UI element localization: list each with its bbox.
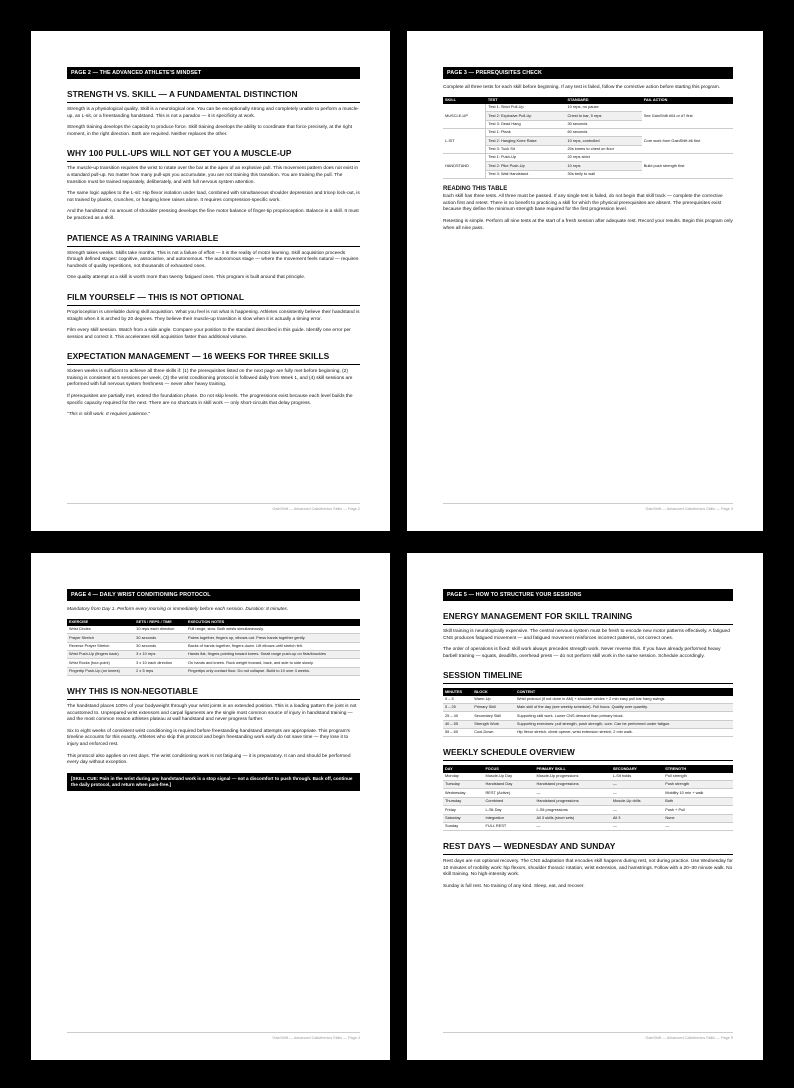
table-cell: Supporting skill work. Lower CNS demand than primary block. xyxy=(515,712,733,720)
table-cell: Strength Work xyxy=(472,720,515,728)
paragraph: Each skill has three tests. All three must be passed. If any single test is failed, do not begin that skill track — complete the corrective action first and retest. There is no benefit to practicing a skill for which the physical prerequisites are absent. The prerequisites exist because they define the minimum strength base required for the first progression level. xyxy=(443,194,723,213)
table-cell: 10 reps xyxy=(566,162,642,170)
table-row xyxy=(443,822,733,830)
table-cell: Test 2: Hanging Knee Raise xyxy=(486,137,566,145)
table-cell: Mobility 10 min + walk xyxy=(663,789,733,797)
text: GainShift — Advanced Calisthenics Skills xyxy=(272,507,343,511)
table-cell: Primary Skill xyxy=(472,703,515,711)
table-header: PRIMARY SKILL xyxy=(534,765,610,772)
table-cell: Hands flat, fingers pointing toward knees. Small range push-up on fists/knuckles xyxy=(186,650,360,658)
table-cell: Backs of hands together, fingers down. Lift elbows until stretch felt. xyxy=(186,642,360,650)
table-cell: 40 – 55 xyxy=(443,720,472,728)
table-header: FAIL ACTION xyxy=(642,97,733,104)
table-cell: Push strength xyxy=(663,781,733,789)
table-cell: L-Sit holds xyxy=(611,773,663,781)
table-cell: See GainShift #04 or #7 first xyxy=(642,104,733,129)
table-cell: Reverse Prayer Stretch xyxy=(67,642,134,650)
page-header-bar: PAGE 2 — THE ADVANCED ATHLETE'S MINDSET xyxy=(67,67,360,79)
table-row xyxy=(443,773,733,781)
table-cell: Main skill of the day (see weekly schedule). Full focus. Quality over quantity. xyxy=(515,703,733,711)
subsection-title: READING THIS TABLE xyxy=(443,186,508,193)
table-cell: Test 2: Explosive Pull-Up xyxy=(486,112,566,120)
table-cell: 3 x 10 each direction xyxy=(134,659,186,667)
page-2 xyxy=(31,31,390,531)
table-cell: 55 – 60 xyxy=(443,729,472,737)
table-cell: All 3 skills (short sets) xyxy=(534,814,610,822)
prerequisites-table xyxy=(443,97,733,180)
page-3 xyxy=(407,31,763,531)
table-row xyxy=(443,688,733,695)
table-cell: Thursday xyxy=(443,797,483,805)
table-cell: Wednesday xyxy=(443,789,483,797)
skill-cue-box: [SKILL CUE: Pain in the wrist during any handstand work is a stop signal — not a discomfort to push through. Back off, continue the daily protocol, and return when pain-free.] xyxy=(67,773,360,791)
paragraph: The same logic applies to the L-sit: Hip flexor isolation under load, combined with simultaneous shoulder depression and tricep lock-out, is not trained by planks, crunches, or hanging knee raises alone. It requires compression-specific work. xyxy=(67,191,360,203)
table-cell: Both xyxy=(663,797,733,805)
paragraph: Six to eight weeks of consistent wrist conditioning is required before freestanding handstand attempts are appropriate. This program's timeline accounts for this exactly. Athletes who skip this protocol and begin freestanding work early do not save time — they lose it to injury and enforced rest. xyxy=(67,728,350,747)
table-row xyxy=(67,667,360,675)
section-title: WHY THIS IS NON-NEGOTIABLE xyxy=(67,686,198,697)
table-cell: MUSCLE-UP xyxy=(443,104,486,129)
paragraph: Sixteen weeks is sufficient to achieve all three skills if: (1) the prerequisites listed on the next page are fully met before beginning, (2) training is consistent at 5 sessions per week, (3) the wrist conditioning protocol is followed daily from Week 1, and (4) skill sessions are performed with full nervous system freshness — never after heavy training. xyxy=(67,369,353,388)
section-title: SESSION TIMELINE xyxy=(443,670,523,681)
page-header-bar: PAGE 3 — PREREQUISITES CHECK xyxy=(443,67,733,79)
table-cell: 10 reps, controlled xyxy=(566,137,642,145)
table-header: EXERCISE xyxy=(67,619,134,626)
divider xyxy=(67,364,360,365)
table-row xyxy=(443,781,733,789)
paragraph: The order of operations is fixed: skill work always precedes strength work. Never reverse this. If you have already performed heavy barbell training — squats, deadlifts, overhead press — do not perform skill work in the same session. Schedule accordingly. xyxy=(443,647,721,659)
paragraph: This protocol also applies on rest days. The wrist conditioning work is not fatiguing — it is preparatory. It can and should be performed every day without exception. xyxy=(67,753,351,766)
paragraph: Rest days are not optional recovery. The CNS adaptation that encodes skill happens during rest, not during practice. Use Wednesday for 10 minutes of mobility work: hip flexors, shoulder thoracic rotation, wrist extension, and hamstrings. Follow with a 20–30 minute walk. No skill training. No high-intensity work. xyxy=(443,859,733,878)
page-footer: GainShift — Advanced Calisthenics Skills — Page 3 xyxy=(443,503,733,511)
paragraph: Strength training develops the capacity to produce force. Skill training develops the ability to coordinate that force precisely, at the right moment, in the right direction. Both are required. Neither replaces the other. xyxy=(67,125,352,137)
text: Page 2 xyxy=(347,507,360,511)
table-cell: Test 1: Plank xyxy=(486,128,566,136)
table-row xyxy=(443,712,733,720)
table-cell: — xyxy=(611,806,663,814)
table-row xyxy=(67,642,360,650)
table-header: SECONDARY xyxy=(611,765,663,772)
table-row xyxy=(443,104,733,112)
table-cell: — xyxy=(611,822,663,830)
table-cell: — xyxy=(663,822,733,830)
table-cell: Hip flexor stretch, chest opener, wrist extension stretch, 2 min walk. xyxy=(515,729,733,737)
text: GainShift — Advanced Calisthenics Skills xyxy=(645,507,716,511)
paragraph: Film every skill session. Watch from a side angle. Compare your position to the standard described in this guide. Identify one error per session and correct it. This accelerates skill acquisition faster than additional volume. xyxy=(67,328,351,340)
table-row xyxy=(67,659,360,667)
paragraph: Retesting is simple. Perform all nine tests at the start of a fresh session after adequate rest. Record your results. Begin this program only when all nine pass. xyxy=(443,218,733,231)
divider xyxy=(67,305,360,306)
table-cell: Push + Pull xyxy=(663,806,733,814)
table-cell: 0 – 5 xyxy=(443,696,472,704)
table-cell: 3 x 10 reps xyxy=(134,650,186,658)
table-cell: Core work from GainShift #6 first xyxy=(642,128,733,153)
table-cell: REST (Active) xyxy=(483,789,534,797)
table-cell: Chest to bar, 5 reps xyxy=(566,112,642,120)
table-cell: Handstand Day xyxy=(483,781,534,789)
table-header: MINUTES xyxy=(443,688,472,695)
wrist-protocol-table xyxy=(67,619,360,676)
table-cell: Monday xyxy=(443,773,483,781)
table-row xyxy=(443,696,733,704)
paragraph: If prerequisites are partially met, extend the foundation phase. Do not skip levels. The progressions exist because each level builds the specific capacity required for the next. There are no shortcuts in skill work — only short-circuits that delay progress. xyxy=(67,394,353,406)
page-footer: GainShift — Advanced Calisthenics Skills — Page 4 xyxy=(67,1032,360,1040)
paragraph: Sunday is full rest. No training of any kind. Sleep, eat, and recover. xyxy=(443,884,585,890)
table-cell: 10 reps each direction xyxy=(134,626,186,634)
table-row xyxy=(443,703,733,711)
text: Page 5 xyxy=(720,1036,733,1040)
table-cell: Handstand progressions xyxy=(534,797,610,805)
table-cell: Test 2: Pike Push-Up xyxy=(486,162,566,170)
table-cell: Secondary Skill xyxy=(472,712,515,720)
paragraph: The muscle-up transition requires the wrist to rotate over the bar at the apex of an explosive pull. This movement pattern does not exist in a standard pull-up. No matter how many pull-ups you accumulate, you are not training this transition. You are training the pull. The transition must be trained separately, deliberately, and with full nervous system attention. xyxy=(67,166,359,185)
intro-text: Mandatory from Day 1. Perform every morning or immediately before each session. Duration: 8 minutes. xyxy=(67,607,289,612)
table-cell: Muscle-Up Day xyxy=(483,773,534,781)
table-row xyxy=(443,789,733,797)
table-header: DAY xyxy=(443,765,483,772)
table-cell: Integration xyxy=(483,814,534,822)
paragraph: Proprioception is unreliable during skill acquisition. What you feel is not what is happening. Athletes consistently believe their handstand is straight when it is arched by 20 degrees. They believe their muscle-up transition is slow when it is actually a timing error. xyxy=(67,309,360,322)
table-cell: 20s knees to chest on floor xyxy=(566,145,642,153)
table-cell: Full range, slow. Both wrists simultaneously. xyxy=(186,626,360,634)
intro-text: Complete all three tests for each skill before beginning. If any test is failed, follow the corrective action before starting this program. xyxy=(443,85,721,90)
closing-quote: "This is skill work. It requires patience." xyxy=(67,412,150,418)
table-cell: Wrist Rocks (four-point) xyxy=(67,659,134,667)
page-5 xyxy=(407,553,763,1060)
divider xyxy=(67,102,360,103)
table-cell: None xyxy=(663,814,733,822)
divider xyxy=(443,760,733,761)
table-cell: On hands and knees. Rock weight forward, back, and side to side slowly. xyxy=(186,659,360,667)
page-header-bar: PAGE 5 — HOW TO STRUCTURE YOUR SESSIONS xyxy=(443,589,733,601)
section-title: STRENGTH VS. SKILL — A FUNDAMENTAL DISTINCTION xyxy=(67,89,298,99)
table-cell: All 3 xyxy=(611,814,663,822)
table-cell: Sunday xyxy=(443,822,483,830)
divider xyxy=(443,624,733,625)
table-cell: Wrist Circles xyxy=(67,626,134,634)
page-footer: GainShift — Advanced Calisthenics Skills — Page 2 xyxy=(67,503,360,511)
divider xyxy=(443,683,733,684)
table-cell: FULL REST xyxy=(483,822,534,830)
table-cell: Supporting exercises: pull strength, push strength, core. Can be performed under fatigue. xyxy=(515,720,733,728)
paragraph: Skill training is neurologically expensive. The central nervous system must be fresh to encode new motor patterns effectively. A fatigued CNS produces fatigued movement — and fatigued movement reinforces incorrect patterns, not correct ones. xyxy=(443,629,730,641)
table-cell: — xyxy=(534,822,610,830)
table-cell: Handstand progressions xyxy=(534,781,610,789)
table-header: STRENGTH xyxy=(663,765,733,772)
paragraph: Strength is a physiological quality. Skill is a neurological one. You can be exceptionally strong and completely unable to perform a muscle-up, an L-sit, or a freestanding handstand. This is not a paradox — it is specificity at work. xyxy=(67,107,360,119)
table-cell: L-Sit Day xyxy=(483,806,534,814)
section-title: REST DAYS — WEDNESDAY AND SUNDAY xyxy=(443,841,616,852)
text: Page 4 xyxy=(347,1036,360,1040)
table-cell: Prayer Stretch xyxy=(67,634,134,642)
table-row xyxy=(443,806,733,814)
page-footer: GainShift — Advanced Calisthenics Skills — Page 5 xyxy=(443,1032,733,1040)
table-cell: Test 3: Wall Handstand xyxy=(486,170,566,178)
table-cell: Test 1: Strict Pull-Up xyxy=(486,104,566,112)
section-title: WHY 100 PULL-UPS WILL NOT GET YOU A MUSCLE-UP xyxy=(67,148,292,159)
table-row xyxy=(443,97,733,104)
table-cell: Saturday xyxy=(443,814,483,822)
table-cell: Test 3: Tuck Sit xyxy=(486,145,566,153)
table-cell: Muscle-Up drills xyxy=(611,797,663,805)
text: GainShift — Advanced Calisthenics Skills xyxy=(272,1036,343,1040)
table-cell: Wrist protocol (if not done in AM) + shoulder circles + 2 min easy pull bar hang swings xyxy=(515,696,733,704)
table-cell: Combined xyxy=(483,797,534,805)
table-cell: Tuesday xyxy=(443,781,483,789)
table-cell: 30 seconds xyxy=(566,120,642,128)
table-row xyxy=(443,797,733,805)
table-cell: Fingertip Push-Up (on knees) xyxy=(67,667,134,675)
table-cell: Test 3: Dead Hang xyxy=(486,120,566,128)
paragraph: One quality attempt at a skill is worth more than twenty fatigued ones. This program is built around that principle. xyxy=(67,275,306,281)
table-cell: 60 seconds xyxy=(566,128,642,136)
table-cell: 10 reps, no pause xyxy=(566,104,642,112)
table-row xyxy=(443,729,733,737)
table-cell: Build push strength first xyxy=(642,154,733,179)
table-cell: L-SIT xyxy=(443,128,486,153)
section-title: ENERGY MANAGEMENT FOR SKILL TRAINING xyxy=(443,611,633,621)
table-cell: Muscle-Up progressions xyxy=(534,773,610,781)
section-title: WEEKLY SCHEDULE OVERVIEW xyxy=(443,747,575,758)
table-cell: 30 seconds xyxy=(134,642,186,650)
divider xyxy=(443,854,733,855)
table-cell: 2 x 5 reps xyxy=(134,667,186,675)
table-header: SETS / REPS / TIME xyxy=(134,619,186,626)
paragraph: The handstand places 100% of your bodyweight through your wrist joints in an extended position. This is a loading pattern the joint is not accustomed to. Unprepared wrist extensors and carpal ligaments are the single most common source of injury in handstand training — and the most common reason athletes plateau at wall handstand and never progress further. xyxy=(67,704,357,723)
table-row xyxy=(67,619,360,626)
section-title: FILM YOURSELF — THIS IS NOT OPTIONAL xyxy=(67,291,245,302)
table-cell: 25 – 40 xyxy=(443,712,472,720)
table-row xyxy=(443,720,733,728)
table-cell: — xyxy=(534,789,610,797)
table-cell: 30 seconds xyxy=(134,634,186,642)
divider xyxy=(67,699,360,700)
table-row xyxy=(67,634,360,642)
text: Page 3 xyxy=(720,507,733,511)
divider xyxy=(67,246,360,247)
text: GainShift — Advanced Calisthenics Skills xyxy=(645,1036,716,1040)
table-cell: — xyxy=(611,781,663,789)
table-row xyxy=(443,128,733,136)
table-header: STANDARD xyxy=(566,97,642,104)
divider xyxy=(67,161,360,162)
table-cell: Test 1: Push-Up xyxy=(486,154,566,162)
table-header: SKILL xyxy=(443,97,486,104)
table-cell: Palms together, fingers up, elbows out. Press hands together gently. xyxy=(186,634,360,642)
table-cell: 30s belly to wall xyxy=(566,170,642,178)
table-cell: 20 reps strict xyxy=(566,154,642,162)
table-row xyxy=(443,154,733,162)
table-header: TEST xyxy=(486,97,566,104)
section-title: EXPECTATION MANAGEMENT — 16 WEEKS FOR THREE SKILLS xyxy=(67,351,330,362)
table-row xyxy=(443,765,733,772)
table-row xyxy=(443,814,733,822)
table-cell: — xyxy=(611,789,663,797)
table-cell: Pull strength xyxy=(663,773,733,781)
page-4 xyxy=(31,553,390,1060)
table-row xyxy=(67,626,360,634)
paragraph: Strength takes weeks. Skills take months. This is not a failure of effort — it is the reality of motor learning. Skill acquisition proceeds through defined stages: cognitive, associative, and autonomous. The autonomous stage — where the movement feels natural — requires hundreds of quality repetitions, not thousands of exhausted ones. xyxy=(67,250,359,269)
table-cell: Friday xyxy=(443,806,483,814)
paragraph: And the handstand: no amount of shoulder pressing develops the fine motor balance of finger-tip proprioception. Balance is a skill. It must be practiced as a skill. xyxy=(67,209,359,221)
table-header: EXECUTION NOTES xyxy=(186,619,360,626)
table-cell: Fingertips only contact floor. Do not collapse. Build to 10 over 4 weeks. xyxy=(186,667,360,675)
table-cell: 5 – 25 xyxy=(443,703,472,711)
page-header-bar: PAGE 4 — DAILY WRIST CONDITIONING PROTOCOL xyxy=(67,589,360,601)
table-header: FOCUS xyxy=(483,765,534,772)
table-header: CONTENT xyxy=(515,688,733,695)
table-cell: L-Sit progressions xyxy=(534,806,610,814)
table-cell: Warm-Up xyxy=(472,696,515,704)
table-row xyxy=(67,650,360,658)
session-timeline-table xyxy=(443,688,733,737)
table-cell: HANDSTAND xyxy=(443,154,486,179)
table-cell: Cool-Down xyxy=(472,729,515,737)
table-header: BLOCK xyxy=(472,688,515,695)
weekly-schedule-table xyxy=(443,765,733,831)
section-title: PATIENCE AS A TRAINING VARIABLE xyxy=(67,232,219,243)
table-cell: Wrist Push-Up (fingers back) xyxy=(67,650,134,658)
